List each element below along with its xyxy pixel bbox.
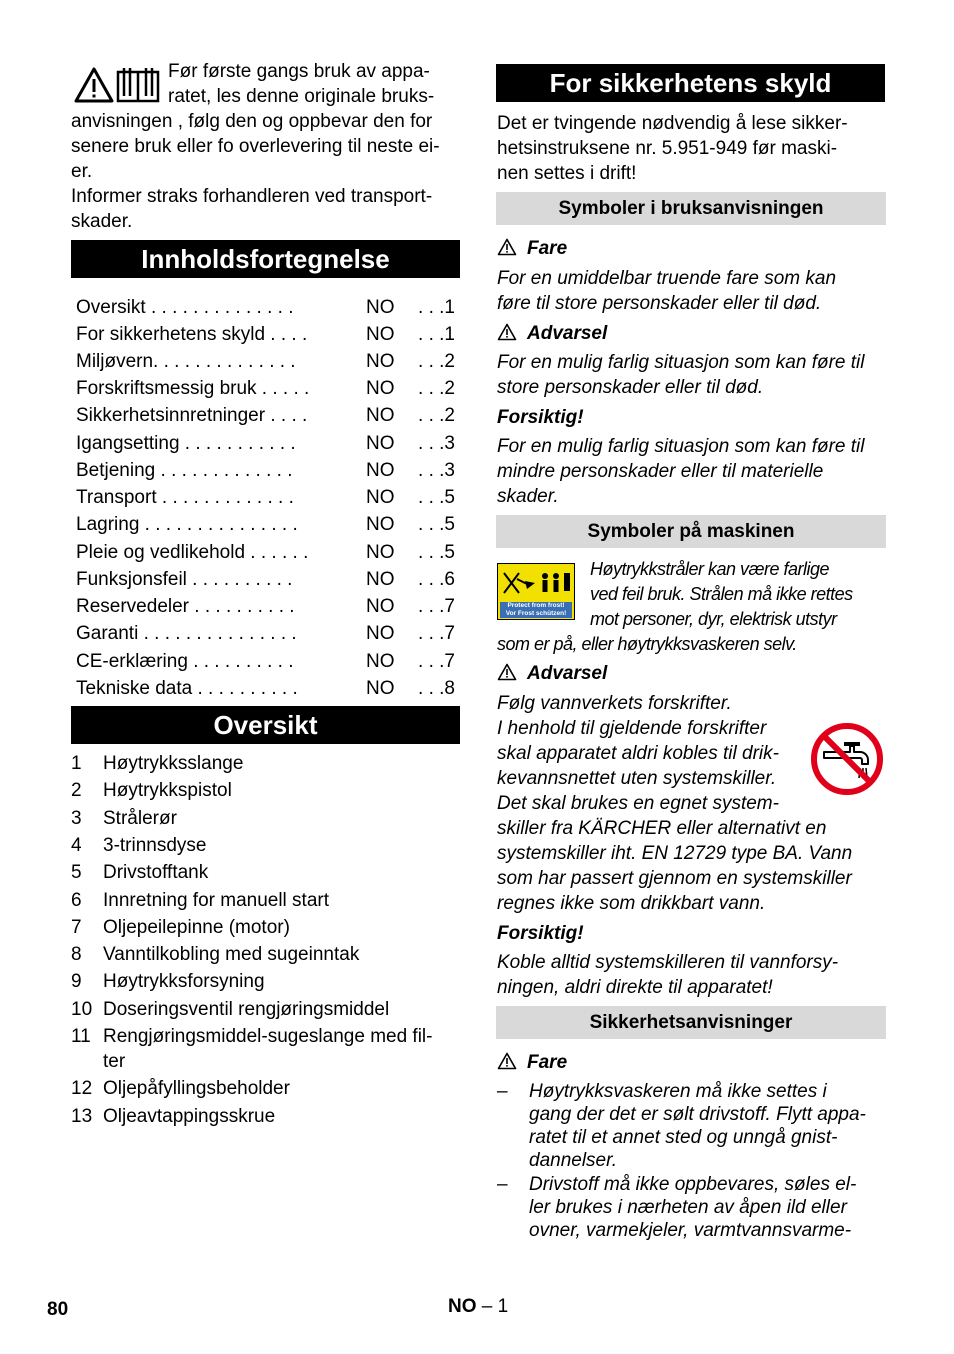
page-number: 80 (47, 1299, 69, 1320)
machine-text: ved feil bruk. Strålen må ikke rettes (590, 584, 853, 604)
intro-line: skader. (71, 211, 133, 232)
machine-warning-label (497, 563, 575, 620)
advarsel-text: For en mulig farlig situasjon som kan føre til (497, 352, 865, 373)
toc-row[interactable]: Igangsetting . . . . . . . . . . . NO . . .3 (76, 433, 455, 454)
toc-row[interactable]: Tekniske data . . . . . . . . . . NO . . .8 (76, 678, 455, 699)
toc-row[interactable]: Sikkerhetsinnretninger . . . . NO . . .2 (76, 405, 455, 426)
toc-row[interactable]: Garanti . . . . . . . . . . . . . . . NO . . .7 (76, 623, 455, 644)
symbols-machine-heading: Symboler på maskinen (496, 515, 886, 548)
machine-text: Høytrykkstråler kan være farlige (590, 559, 830, 579)
advarsel-heading: Advarsel (497, 321, 887, 346)
toc-heading: Innholdsfortegnelse (71, 240, 460, 278)
high-pressure-jet-warning-icon (501, 567, 572, 601)
intro-icons (74, 66, 160, 104)
page-footer-label: NO – 1 (448, 1296, 509, 1317)
forsiktig-text: ningen, aldri direkte til apparatet! (497, 977, 773, 998)
toc-row[interactable]: For sikkerhetens skyld . . . . NO . . .1 (76, 324, 455, 345)
forsiktig-text: Koble alltid systemskilleren til vannforsy- (497, 952, 839, 973)
toc-row[interactable]: Funksjonsfeil . . . . . . . . . . NO . . .6 (76, 569, 455, 590)
forsiktig-heading: Forsiktig! (497, 407, 584, 428)
advarsel-text: Det skal brukes en egnet system- (497, 793, 779, 814)
advarsel-text: regnes ikke som drikkbart vann. (497, 893, 766, 914)
toc-row[interactable]: Betjening . . . . . . . . . . . . . NO . . .3 (76, 460, 455, 481)
forsiktig-heading: Forsiktig! (497, 923, 584, 944)
toc-row[interactable]: Pleie og vedlikehold . . . . . . NO . . .5 (76, 542, 455, 563)
advarsel-text: store personskader eller til død. (497, 377, 764, 398)
advarsel-text: Følg vannverkets forskrifter. (497, 693, 732, 714)
safety-heading: For sikkerhetens skyld (496, 64, 885, 102)
advarsel-heading: Advarsel (497, 661, 887, 686)
toc-row[interactable]: Lagring . . . . . . . . . . . . . . . NO . . .5 (76, 514, 455, 535)
symbols-manual-heading: Symboler i bruksanvisningen (496, 192, 886, 225)
machine-text: mot personer, dyr, elektrisk utstyr (590, 609, 837, 629)
forsiktig-text: skader. (497, 486, 559, 507)
advarsel-text: systemskiller iht. EN 12729 type BA. Vann (497, 843, 853, 864)
fare-text: føre til store personskader eller til død. (497, 293, 822, 314)
intro-line: ratet, les denne originale bruks- (168, 86, 435, 107)
toc-row[interactable]: Transport . . . . . . . . . . . . . NO . . .5 (76, 487, 455, 508)
warning-icon (497, 238, 517, 256)
fare-heading: Fare (497, 1050, 887, 1075)
toc-row[interactable]: Oversikt . . . . . . . . . . . . . . NO . . .1 (76, 297, 455, 318)
advarsel-text: skal apparatet aldri kobles til drik- (497, 743, 779, 764)
intro-line: Informer straks forhandleren ved transport- (71, 186, 433, 207)
warning-icon (497, 663, 517, 681)
machine-text: som er på, eller høytrykksvaskeren selv. (497, 634, 797, 654)
advarsel-text: kevannsnettet uten systemskiller. (497, 768, 777, 789)
forsiktig-text: For en mulig farlig situasjon som kan føre til (497, 436, 865, 457)
manual-book-icon (118, 68, 158, 101)
overview-heading: Oversikt (71, 706, 460, 744)
safety-intro-line: Det er tvingende nødvendig å lese sikker- (497, 113, 848, 134)
advarsel-text: som har passert gjennom en systemskiller (497, 868, 852, 889)
fare-text: For en umiddelbar truende fare som kan (497, 268, 837, 289)
toc-row[interactable]: Reservedeler . . . . . . . . . . NO . . .7 (76, 596, 455, 617)
instructions-heading: Sikkerhetsanvisninger (496, 1006, 886, 1039)
warning-icon (497, 1052, 517, 1070)
intro-line: senere bruk eller fo overlevering til neste ei- (71, 136, 440, 157)
intro-line: er. (71, 161, 93, 182)
no-drinking-water-icon (810, 722, 884, 796)
forsiktig-text: mindre personskader eller til materielle (497, 461, 824, 482)
toc-row[interactable]: Forskriftsmessig bruk . . . . . NO . . .2 (76, 378, 455, 399)
safety-intro-line: nen settes i drift! (497, 163, 637, 184)
warning-icon (76, 69, 112, 101)
safety-intro-line: hetsinstruksene nr. 5.951-949 før maski- (497, 138, 838, 159)
advarsel-text: skiller fra KÄRCHER eller alternativt en (497, 818, 827, 839)
advarsel-text: I henhold til gjeldende forskrifter (497, 718, 767, 739)
intro-line: Før første gangs bruk av appa- (168, 61, 430, 82)
intro-line: anvisningen , følg den og oppbevar den for (71, 111, 433, 132)
toc-row[interactable]: CE-erklæring . . . . . . . . . . NO . . .7 (76, 651, 455, 672)
warning-icon (497, 323, 517, 341)
toc-row[interactable]: Miljøvern. . . . . . . . . . . . . . NO . . .2 (76, 351, 455, 372)
label-text: Protect from frost! Vor Frost schützen! (500, 602, 572, 618)
fare-heading: Fare (497, 236, 887, 261)
